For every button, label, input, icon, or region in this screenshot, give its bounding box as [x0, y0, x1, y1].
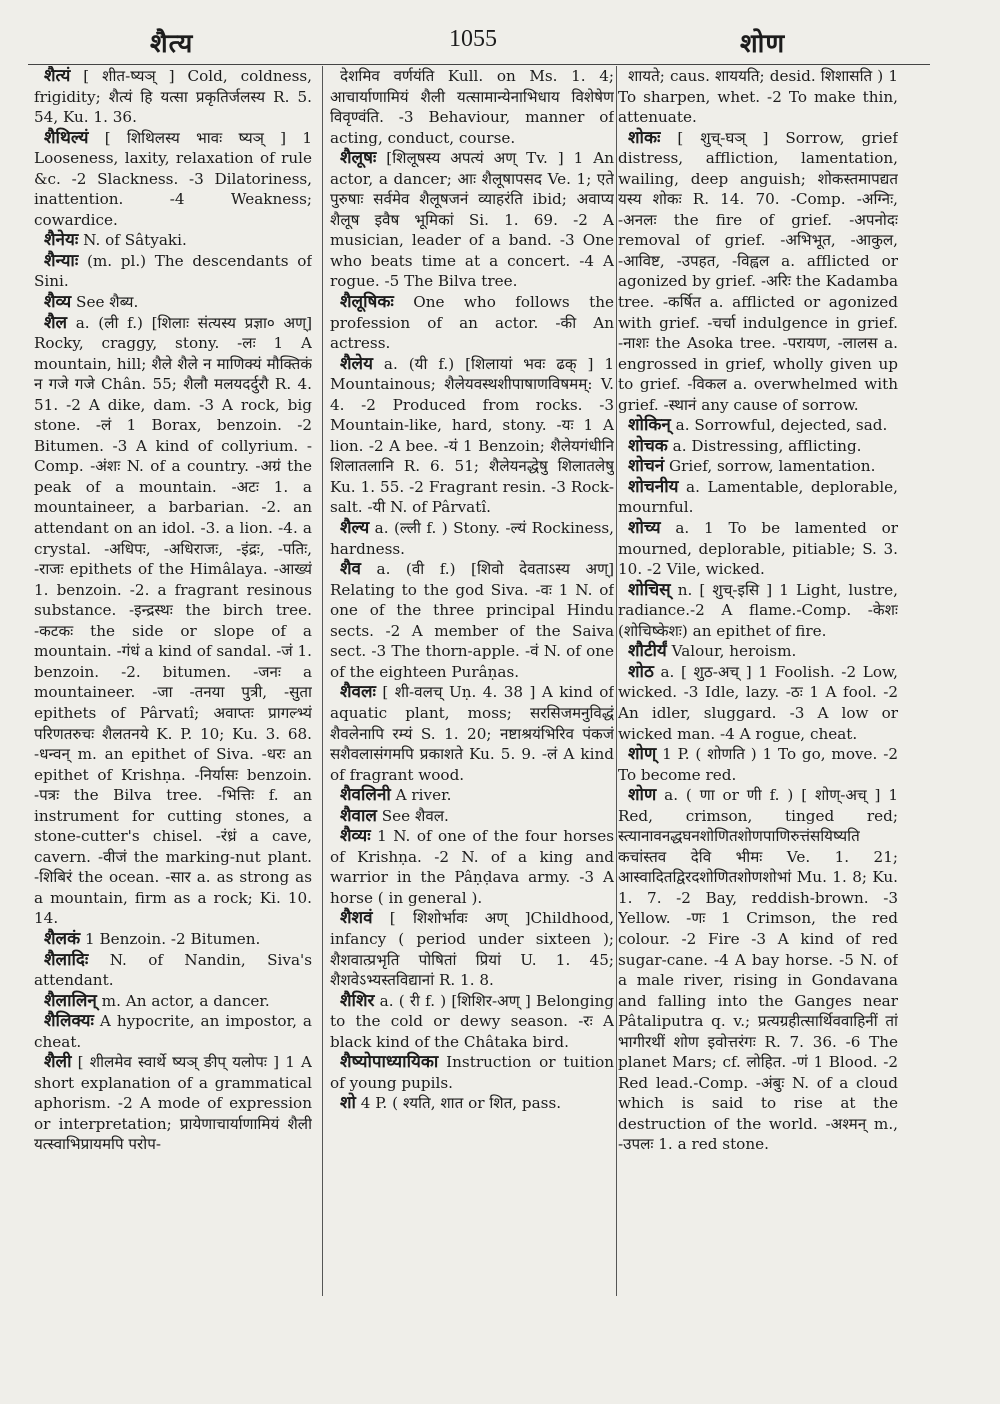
dictionary-entry	[34, 1052, 312, 1155]
entry-definition: See शैवल.	[376, 806, 449, 825]
entry-definition: Instruction or tuition of young pupils.	[330, 1053, 614, 1092]
entry-headword: शैव्य	[44, 292, 72, 313]
entry-definition: a. [ शुठ-अच् ] 1 Foolish. -2 Low, wicked. -3 Idle, lazy. -ठः 1 A fool. -2 An idler, sluggard. -3 A low or wicked man. -4 A rogue, cheat.	[618, 662, 898, 743]
entry-definition: शायते; caus. शाययति; desid. शिशासति ) 1 To sharpen, whet. -2 To make thin, attenuate.	[618, 67, 898, 127]
entry-headword: शो	[340, 1093, 356, 1114]
entry-headword: शोचक	[628, 435, 668, 456]
entry-definition: [शिलूषस्य अपत्यं अण् Tv. ] 1 An actor, a dancer; आः शैलूषापसद Ve. 1; एते पुरुषाः सर्वमेव शैलूषजनं व्याहरंति ibid; अवाप्य शैलूष इवैष भूमिकां Si. 1. 69. -2 A musician, leader of a band. -3 One who beats time at a concert. -4 A rogue. -5 The Bilva tree.	[330, 149, 614, 291]
entry-headword: शैशवं	[340, 908, 373, 929]
entry-headword: शोठ	[628, 661, 654, 682]
dictionary-entry	[618, 128, 898, 416]
entry-definition: 1 P. ( शोणति ) 1 To go, move. -2 To become red.	[618, 745, 898, 784]
entry-definition: n. [ शुच्-इसि ] 1 Light, lustre, radiance.-2 A flame.-Comp. -केशः (शोचिष्केशः) an epithet of fire.	[618, 580, 898, 640]
dictionary-entry	[618, 436, 898, 457]
dictionary-entry	[330, 518, 614, 559]
entry-headword: शैली	[44, 1052, 72, 1073]
dictionary-entry	[330, 991, 614, 1053]
entry-headword: शैशिर	[340, 990, 375, 1011]
entry-headword: शोकः	[628, 127, 661, 148]
entry-definition: a. (ल्ली f. ) Stony. -ल्यं Rockiness, hardness.	[330, 519, 614, 558]
entry-headword: शैष्योपाध्यायिका	[340, 1052, 439, 1073]
dictionary-entry	[618, 518, 898, 580]
entry-headword: शैलेय	[340, 353, 373, 374]
entry-definition: [ शीलमेव स्वार्थे ष्यञ् ङीप् यलोपः ] 1 A short explanation of a grammatical aphorism. -2 A mode of expression or interpretation; प्रायेणाचार्याणामियं शैली यत्स्वाभिप्रायमपि परोप-	[34, 1053, 312, 1154]
entry-definition: a. (यी f.) [शिलायां भवः ढक् ] 1 Mountainous; शैलेयवस्थशीपाषाणविषमम्: V. 4. -2 Produced from rocks. -3 Mountain-like, hard, stony. -यः 1 A lion. -2 A bee. -यं 1 Benzoin; शैलेयगंधीनि शिलातलानि R. 6. 51; शैलेयनद्धेषु शिलातलेषु Ku. 1. 55. -2 Fragrant resin. -3 Rock-salt. -यी N. of Pârvatî.	[330, 354, 614, 517]
entry-headword: शैल	[44, 312, 68, 333]
dictionary-entry	[34, 991, 312, 1012]
dictionary-entry	[618, 66, 898, 128]
entry-headword: शोकिन्	[628, 415, 671, 436]
column-2	[330, 66, 614, 1296]
entry-definition: N. of Nandin, Siva's attendant.	[34, 950, 312, 990]
entry-definition: A river.	[390, 786, 452, 805]
dictionary-entry	[34, 128, 312, 231]
entry-definition: a. ( णा or णी f. ) [ शोण्-अच् ] 1 Red, crimson, tinged red; स्त्यानावनद्धघनशोणितशोणपाणिरुत्तंसयिष्यति कचांस्तव देवि भीमः Ve. 1. 21; आस्वादितद्विरदशोणितशोणशोभां Mu. 1. 8; Ku. 1. 7. -2 Bay, reddish-brown. -3 Yellow. -णः 1 Crimson, the red colour. -2 Fire -3 A kind of red sugar-cane. -4 A bay horse. -5 N. of a male river, rising in Gondavana and falling into the Ganges near Pâtaliputra q. v.; प्रत्यग्रहीत्सार्थिववाहिनीं तां भागीरथीं शोण इवोत्तरंगः R. 7. 36. -6 The planet Mars; cf. लोहित. -णं 1 Blood. -2 Red lead.-Comp. -अंबुः N. of a cloud which is said to rise at the destruction of the world. -अश्मन् m., -उपलः 1. a red stone.	[618, 786, 898, 1154]
entry-headword: शैनेयः	[44, 230, 79, 251]
column-divider-1	[322, 66, 323, 1296]
entry-headword: शोच्य	[628, 518, 661, 539]
entry-definition: 1 N. of one of the four horses of Krishṇa. -2 N. of a king and warrior in the Pâṇḍava army. -3 A horse ( in general ).	[330, 827, 614, 907]
right-guide-word: शोण	[740, 29, 786, 59]
dictionary-entry	[330, 826, 614, 908]
entry-definition: [ शीत-ष्यञ् ] Cold, coldness, frigidity; शैत्यं हि यत्सा प्रकृतिर्जलस्य R. 5. 54, Ku. 1. 36.	[34, 67, 312, 127]
entry-definition: See शैब्य.	[71, 293, 139, 312]
entry-headword: शैलादिः	[44, 949, 89, 970]
dictionary-entry	[330, 148, 614, 292]
entry-headword: शैव्यः	[340, 826, 371, 847]
entry-definition: 1 Benzoin. -2 Bitumen.	[80, 929, 261, 948]
entry-definition: Grief, sorrow, lamentation.	[664, 457, 876, 476]
entry-headword: शोचनीय	[628, 476, 679, 497]
dictionary-entry	[330, 1093, 614, 1114]
entry-definition: [ शी-वलच् Uṇ. 4. 38 ] A kind of aquatic plant, moss; सरसिजमनुविद्धं शैवलेनापि रम्यं S. 1. 20; नष्टाश्रयंभिरिव पंकजं सशैवलासंगमपि प्रकाशते Ku. 5. 9. -लं A kind of fragrant wood.	[330, 683, 614, 784]
column-1	[34, 66, 312, 1296]
dictionary-entry	[618, 641, 898, 662]
dictionary-entry	[330, 1052, 614, 1093]
dictionary-entry	[330, 292, 614, 354]
entry-definition: देशमिव वर्णयंति Kull. on Ms. 1. 4; आचार्याणामियं शैली यत्सामान्येनाभिधाय विशेषेण विवृण्वंति. -3 Behaviour, manner of acting, conduct, course.	[330, 67, 614, 147]
dictionary-entry	[618, 580, 898, 642]
dictionary-entry	[618, 415, 898, 436]
dictionary-entry	[34, 313, 312, 929]
page-header	[0, 18, 1000, 64]
entry-definition: [ शुच्-घञ् ] Sorrow, grief distress, affliction, lamentation, wailing, deep anguish; शोकस्तमापद्यत यस्य शोकः R. 14. 70. -Comp. -अग्निः, -अनलः the fire of grief. -अपनोदः removal of grief. -अभिभूत, -आकुल, -आविष्ट, -उपहत, -विह्वल a. afflicted or agonized by grief. -अरिः the Kadamba tree. -कर्षित a. afflicted or agonized with grief. -चर्चा indulgence in grief. -नाशः the Asoka tree. -परायण, -लालस a. engrossed in grief, wholly given up to grief. -विकल a. overwhelmed with grief. -स्थानं any cause of sorrow.	[618, 128, 898, 414]
page-number: 1055	[449, 26, 497, 52]
dictionary-entry	[34, 292, 312, 313]
header-rule	[28, 64, 930, 65]
entry-headword: शैल्य	[340, 518, 370, 539]
entry-headword: शैत्यं	[44, 66, 71, 86]
entry-definition: a. ( री f. ) [शिशिर-अण् ] Belonging to the cold or dewy season. -रः A black kind of the Châtaka bird.	[330, 991, 614, 1051]
entry-headword: शौटीर्यं	[628, 641, 667, 662]
entry-headword: शोण	[628, 785, 657, 806]
entry-definition: [ शिथिलस्य भावः ष्यञ् ] 1 Looseness, laxity, relaxation of rule &c. -2 Slackness. -3 Dilatoriness, inattention. -4 Weakness; cowardice.	[34, 128, 312, 229]
dictionary-entry	[34, 251, 312, 292]
entry-definition: One who follows the profession of an actor. -की An actress.	[330, 293, 614, 353]
entry-definition: a. 1 To be lamented or mourned, deplorable, pitiable; S. 3. 10. -2 Vile, wicked.	[618, 519, 898, 579]
dictionary-entry	[618, 744, 898, 785]
entry-headword: शोचनं	[628, 456, 665, 477]
entry-headword: शैलालिन्	[44, 990, 97, 1011]
column-3	[618, 66, 898, 1296]
dictionary-entry	[34, 950, 312, 991]
entry-definition: a. Lamentable, deplorable, mournful.	[618, 477, 898, 517]
dictionary-entry	[618, 662, 898, 744]
dictionary-entry	[618, 785, 898, 1155]
dictionary-entry	[618, 477, 898, 518]
left-guide-word: शैत्य	[150, 29, 194, 59]
entry-definition: N. of Sâtyaki.	[78, 231, 187, 250]
entry-headword: शैन्याः	[44, 250, 79, 271]
dictionary-entry	[330, 908, 614, 990]
entry-definition: A hypocrite, an impostor, a cheat.	[34, 1012, 312, 1051]
entry-headword: शैथिल्यं	[44, 127, 89, 148]
entry-definition: m. An actor, a dancer.	[96, 991, 270, 1010]
entry-headword: शैवाल	[340, 805, 377, 826]
entry-definition: Valour, heroism.	[666, 642, 797, 661]
dictionary-entry	[330, 559, 614, 682]
entry-definition: a. Distressing, afflicting.	[667, 436, 862, 455]
entry-headword: शैलिक्यः	[44, 1011, 94, 1032]
dictionary-entry	[330, 785, 614, 806]
column-divider-2	[616, 66, 617, 1296]
dictionary-entry	[330, 806, 614, 827]
entry-definition: a. Sorrowful, dejected, sad.	[670, 416, 888, 435]
entry-headword: शैवलः	[340, 682, 376, 703]
entry-definition: [ शिशोर्भावः अण् ]Childhood, infancy ( period under sixteen ); शैशवात्प्रभृति पोषितां प्रियां U. 1. 45; शैशवेऽभ्यस्तविद्यानां R. 1. 8.	[330, 909, 614, 990]
dictionary-entry	[330, 682, 614, 785]
entry-headword: शैव	[340, 559, 362, 580]
entry-headword: शैलकं	[44, 928, 81, 949]
entry-headword: शैवलिनी	[340, 785, 391, 806]
entry-definition: (m. pl.) The descendants of Sini.	[34, 251, 312, 291]
dictionary-entry	[618, 456, 898, 477]
entry-headword: शोचिस्	[628, 579, 671, 600]
entry-headword: शोण्	[628, 744, 657, 765]
entry-definition: a. (वी f.) [शिवो देवताऽस्य अण्] Relating to the god Siva. -वः 1 N. of one of the three principal Hindu sects. -2 A member of the Saiva sect. -3 The thorn-apple. -वं N. of one of the eighteen Purâṇas.	[330, 560, 614, 681]
dictionary-entry	[34, 1011, 312, 1052]
dictionary-entry	[34, 66, 312, 128]
entry-headword: शैलूषः	[340, 148, 377, 169]
dictionary-entry	[34, 230, 312, 251]
entry-definition: a. (ली f.) [शिलाः संत्यस्य प्रज्ञा० अण्] Rocky, craggy, stony. -लः 1 A mountain, hill; शैले शैले न माणिक्यं मौक्तिकं न गजे गजे Chân. 55; शैलौ मलयदर्दुरौ R. 4. 51. -2 A dike, dam. -3 A rock, big stone. -लं 1 Borax, benzoin. -2 Bitumen. -3 A kind of collyrium. -Comp. -अंशः N. of a country. -अग्रं the peak of a mountain. -अटः 1. a mountaineer, a barbarian. -2. an attendant on an idol. -3. a lion. -4. a crystal. -अधिपः, -अधिराजः, -इंद्रः, -पतिः, -राजः epithets of the Himâlaya. -आख्यं 1. benzoin. -2. a fragrant resinous substance. -इन्द्रस्थः the birch tree. -कटकः the side or slope of a mountain. -गंधं a kind of sandal. -जं 1. benzoin. -2. bitumen. -जनः a mountaineer. -जा -तनया पुत्री, -सुता epithets of Pârvatî; अवाप्तः प्रागल्भ्यं परिणतरुचः शैलतनये K. P. 10; Ku. 3. 68. -धन्वन् m. an epithet of Siva. -धरः an epithet of Krishṇa. -निर्यासः benzoin. -पत्रः the Bilva tree. -भित्तिः f. an instrument for cutting stones, a stone-cutter's chisel. -रंध्रं a cave, cavern. -वीजं the marking-nut plant. -शिबिरं the ocean. -सार a. as strong as a mountain, firm as a rock; Ki. 10. 14.	[34, 313, 312, 928]
entry-definition: 4 P. ( श्यति, शात or शित, pass.	[355, 1094, 562, 1113]
dictionary-entry	[330, 354, 614, 518]
entry-headword: शैलूषिकः	[340, 292, 394, 313]
dictionary-entry	[330, 66, 614, 148]
dictionary-entry	[34, 929, 312, 950]
